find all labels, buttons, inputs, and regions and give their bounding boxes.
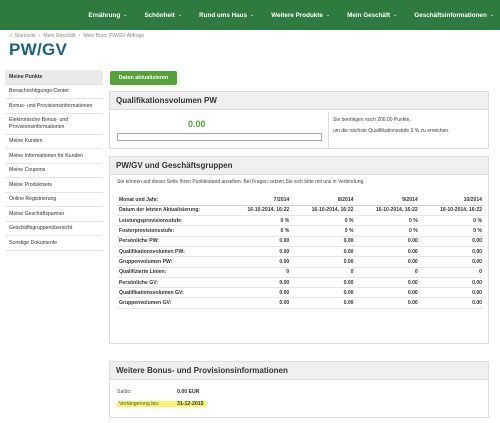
pwgv-table: [117, 195, 484, 309]
row-label: Qualifizierte Linien:: [117, 267, 227, 277]
table-cell: 0.00: [420, 257, 484, 267]
table-row: [117, 216, 484, 226]
qualification-progress-bar: [117, 133, 322, 141]
row-label: Persönliche PW:: [117, 236, 227, 246]
table-cell: 0.00: [227, 277, 291, 287]
sidebar-item-elektronische-bonus[interactable]: Elektronische Bonus- und Provisionsinformationen: [5, 114, 103, 135]
table-cell: 0: [420, 267, 484, 277]
table-cell: 0 %: [420, 226, 484, 236]
table-cell: 0.00: [227, 298, 291, 308]
table-cell: 0: [227, 267, 291, 277]
extension-row: [117, 401, 206, 407]
row-label: Persönliche GV:: [117, 277, 227, 287]
nav-ernaehrung[interactable]: [88, 12, 127, 19]
divider: [328, 112, 329, 148]
table-cell: 0.00: [356, 277, 420, 287]
bonus-panel: [109, 361, 489, 418]
pwgv-panel: [109, 156, 489, 344]
table-cell: 0 %: [356, 226, 420, 236]
table-cell: 0.00: [356, 298, 420, 308]
page-title: PW/GV: [9, 40, 68, 59]
home-icon[interactable]: ⌂: [9, 33, 13, 39]
nav-geschaeftsinformationen[interactable]: [414, 12, 494, 19]
table-cell: 16-10-2014, 16:22: [356, 205, 420, 215]
breadcrumb-separator: ›: [38, 33, 41, 39]
sidebar-item-benachrichtigungs-center[interactable]: Benachrichtigungs-Center: [5, 85, 103, 100]
table-cell: 0.00: [291, 288, 355, 298]
extension-highlight: [117, 401, 206, 407]
sidebar-item-meine-punkte[interactable]: Meine Punkte: [5, 70, 103, 85]
table-row: [117, 288, 484, 298]
table-cell: 0.00: [420, 298, 484, 308]
breadcrumb-separator: ›: [78, 33, 81, 39]
table-header-row: [117, 195, 484, 205]
nav-label: Schönheit: [144, 11, 175, 19]
table-cell: 0: [356, 267, 420, 277]
table-row: [117, 277, 484, 287]
table-cell: 0.00: [356, 246, 420, 256]
chevron-down-icon: ⌄: [123, 12, 128, 18]
sidebar-item-meine-kunden[interactable]: Meine Kunden: [5, 135, 103, 150]
nav-label: Rund ums Haus: [199, 11, 248, 19]
sidebar: [5, 70, 103, 251]
nav-rund-ums-haus[interactable]: [199, 12, 254, 19]
sidebar-item-meine-coupons[interactable]: Meine Coupons: [5, 164, 103, 179]
breadcrumb-home[interactable]: Startseite: [14, 33, 36, 39]
table-cell: 0.00: [420, 288, 484, 298]
update-data-button[interactable]: Daten aktualisieren: [110, 71, 177, 85]
table-cell: 0.00: [420, 246, 484, 256]
nav-weitere-produkte[interactable]: [271, 12, 330, 19]
qualification-panel-title: Qualifikationsvolumen PW: [110, 92, 488, 110]
row-label: Datum der letzten Aktualisierung:: [117, 205, 227, 215]
saldo-row: [117, 389, 200, 395]
sidebar-item-geschaeftsgruppen[interactable]: Geschäftsgruppenübersicht: [5, 222, 103, 237]
table-row: [117, 267, 484, 277]
table-cell: 16-10-2014, 16:22: [227, 205, 291, 215]
nav-label: Geschäftsinformationen: [414, 11, 487, 19]
extension-label: Verlängerung bis:: [119, 401, 160, 407]
table-cell: 0 %: [356, 216, 420, 226]
table-cell: 0 %: [227, 226, 291, 236]
points-needed-text: Sie benötigen noch 200.00 Punkte,: [333, 117, 411, 123]
table-cell: 0.00: [291, 257, 355, 267]
breadcrumb: [9, 33, 144, 39]
nav-label: Mein Geschäft: [347, 11, 391, 19]
month-header: 7/2014: [227, 195, 291, 205]
table-cell: 0: [291, 267, 355, 277]
row-label: Gruppenvolumen GV:: [117, 298, 227, 308]
month-header: 10/2014: [420, 195, 484, 205]
table-cell: 0.00: [356, 257, 420, 267]
row-label: Fosterprovisionsstufe:: [117, 226, 227, 236]
chevron-down-icon: ⌄: [489, 12, 494, 18]
table-cell: 0 %: [420, 216, 484, 226]
bonus-panel-title: Weitere Bonus- und Provisionsinformationen: [110, 362, 488, 380]
table-cell: 16-10-2014, 16:22: [291, 205, 355, 215]
table-row: [117, 246, 484, 256]
sidebar-item-bonus-provision[interactable]: Bonus- und Provisionsinformationen: [5, 99, 103, 114]
table-row: [117, 205, 484, 215]
sidebar-item-sonstige-dokumente[interactable]: Sonstige Dokumente: [5, 236, 103, 251]
chevron-down-icon: ⌄: [325, 12, 331, 18]
chevron-down-icon: ⌄: [177, 12, 183, 18]
table-row: [117, 298, 484, 308]
chevron-down-icon: ⌄: [393, 12, 398, 18]
table-row: [117, 236, 484, 246]
table-cell: 16-10-2014, 16:22: [420, 205, 484, 215]
pwgv-panel-title: PW/GV und Geschäftsgruppen: [110, 157, 488, 175]
row-label: Gruppenvolumen PW:: [117, 257, 227, 267]
nav-mein-geschaeft[interactable]: [347, 12, 397, 19]
pwgv-intro-text: Sie können auf dieser Seite Ihren Punktestand ansehen. Bei Fragen setzen Sie sich bitte mit uns in Verbindung.: [117, 179, 365, 185]
table-cell: 0.00: [291, 277, 355, 287]
row-label: Leistungsprovisionsstufe:: [117, 216, 227, 226]
saldo-label: Saldo:: [117, 389, 132, 395]
table-cell: 0.00: [356, 236, 420, 246]
next-level-text: um die nächste Qualifikationsstufe 3 % zu erreichen.: [333, 128, 450, 134]
nav-schoenheit[interactable]: [144, 12, 182, 19]
nav-label: Ernährung: [88, 11, 121, 19]
table-cell: 0 %: [227, 216, 291, 226]
breadcrumb-current: Mein Büro: PW/GV Abfrage: [83, 33, 145, 39]
table-cell: 0.00: [227, 246, 291, 256]
chevron-down-icon: ⌄: [250, 12, 255, 18]
qualification-value: 0.00: [188, 119, 206, 129]
table-cell: 0.00: [227, 288, 291, 298]
sidebar-item-online-registrierung[interactable]: Online Registrierung: [5, 193, 103, 208]
extension-value: 31-12-2015: [177, 401, 204, 407]
month-header: 8/2014: [291, 195, 355, 205]
table-cell: 0.00: [291, 236, 355, 246]
month-header: 9/2014: [356, 195, 420, 205]
table-cell: 0.00: [356, 288, 420, 298]
table-cell: 0 %: [291, 216, 355, 226]
table-row: [117, 257, 484, 267]
row-label: Qualifikationsvolumen GV:: [117, 288, 227, 298]
sidebar-item-produktsets[interactable]: Meine Produktsets: [5, 178, 103, 193]
top-navigation: [0, 0, 500, 30]
nav-label: Weitere Produkte: [271, 11, 323, 19]
table-cell: 0.00: [291, 298, 355, 308]
row-label: Qualifikationsvolumen PW:: [117, 246, 227, 256]
table-cell: 0.00: [291, 246, 355, 256]
table-header-label: Monat und Jahr:: [117, 195, 227, 205]
qualification-panel: [109, 91, 489, 149]
table-cell: 0.00: [227, 257, 291, 267]
table-row: [117, 226, 484, 236]
table-cell: 0.00: [420, 277, 484, 287]
sidebar-item-informationen-kunden[interactable]: Meine Informationen für Kunden: [5, 149, 103, 164]
table-cell: 0.00: [420, 236, 484, 246]
saldo-value: 0.00 EUR: [177, 389, 200, 395]
table-cell: 0.00: [227, 236, 291, 246]
sidebar-item-geschaeftspartner[interactable]: Meine Geschäftspartner: [5, 207, 103, 222]
table-cell: 0 %: [291, 226, 355, 236]
breadcrumb-mein-geschaeft[interactable]: Mein Geschäft: [43, 33, 76, 39]
